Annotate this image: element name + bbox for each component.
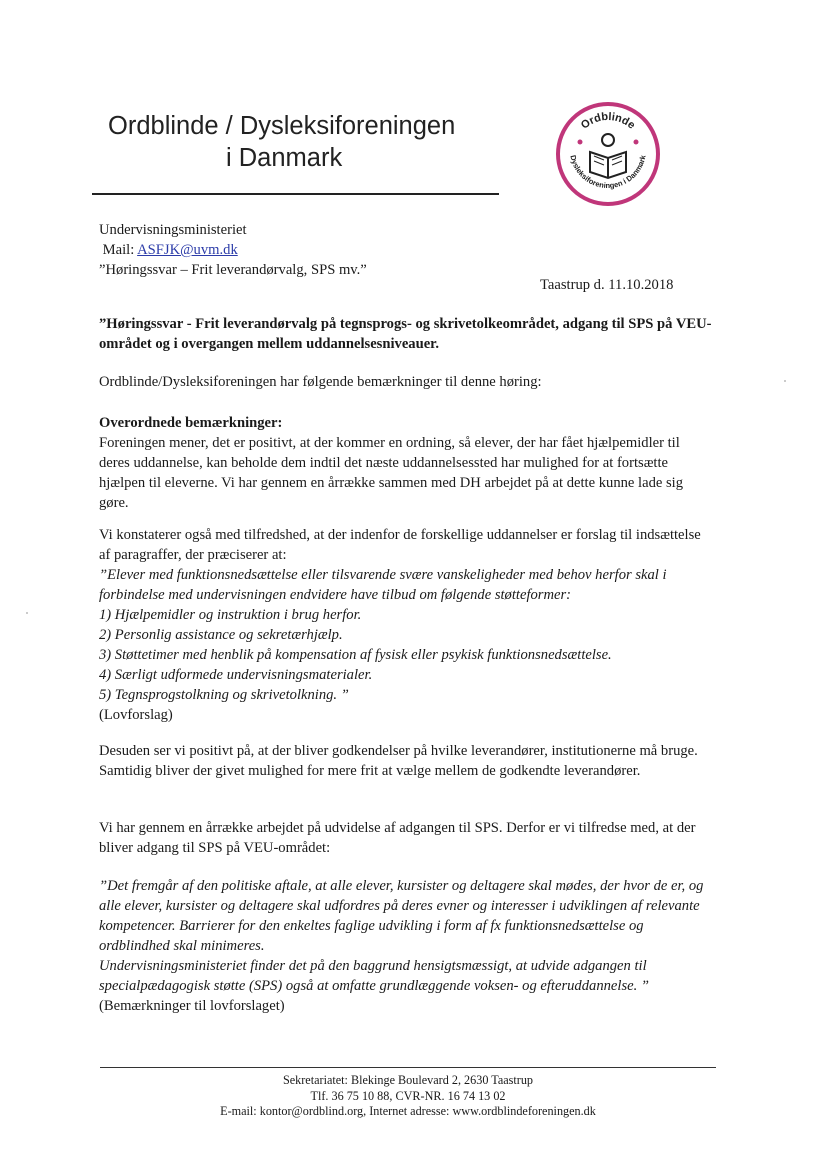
quote-paragraph: ”Det fremgår af den politiske aftale, at alle elever, kursister og deltagere skal mødes, der hvor de er, og alle elever, kursister og deltagere skal udfordres på deres evner og interesser i udviklingen af relevante kompetencer. Barrierer for den enkeltes faglige udvikling i form af fx funktionsnedsættelse og ordblindhed skal minimeres. [99, 878, 704, 954]
list-item: 1) Hjælpemidler og instruktion i brug herfor. [99, 607, 362, 623]
recipient-mail-line [99, 240, 367, 260]
section-heading: Overordnede bemærkninger: [99, 415, 283, 431]
recipient-block [99, 220, 367, 280]
footer-divider [100, 1067, 716, 1068]
header-divider [92, 193, 499, 195]
quote-paragraph: Undervisningsministeriet finder det på den baggrund hensigtsmæssigt, at udvide adgangen til specialpædagogisk støtte (SPS) også at omfatte grundlæggende voksen- og efteruddannelse. ” [99, 958, 650, 994]
logo-seal-icon [554, 100, 662, 208]
org-title-line1: Ordblinde / Dysleksiforeningen [108, 112, 456, 140]
section-body: Foreningen mener, det er positivt, at der kommer en ordning, så elever, der har fået hjælpemidler til deres uddannelse, kan beholde dem indtil det næste uddannelsessted har mulighed for at fortsætte hjælpen til eleverne. Vi har gennem en årrække sammen med DH arbejdet på at dette kunne lade sig gøre. [99, 435, 684, 511]
paragraph-suppliers: Desuden ser vi positivt på, at der bliver godkendelser på hvilke leverandører, institutionerne må bruge. Samtidig bliver der givet mulighed for mere frit at vælge mellem de godkendte leverandører. [99, 743, 698, 779]
intro-paragraph: Ordblinde/Dysleksiforeningen har følgende bemærkninger til denne høring: [99, 374, 542, 390]
scan-speck [26, 612, 28, 614]
footer [100, 1073, 716, 1120]
quote-source: (Lovforslag) [99, 707, 173, 723]
scan-speck [784, 380, 786, 382]
regarding-line: ”Høringssvar – Frit leverandørvalg, SPS mv.” [99, 262, 367, 278]
paragraph-body: Vi konstaterer også med tilfredshed, at der indenfor de forskellige uddannelser er forslag til indsættelse af paragraffer, der præciserer at: [99, 527, 701, 563]
list-item: 2) Personlig assistance og sekretærhjælp. [99, 627, 343, 643]
paragraph-support-forms [99, 525, 714, 725]
org-title-line2: i Danmark [226, 144, 343, 172]
letter-subject: ”Høringssvar - Frit leverandørvalg på tegnsprogs- og skrivetolkeområdet, adgang til SPS på VEU-området og i overgangen mellem uddannelsesniveauer. [99, 316, 712, 352]
organization-logo [554, 100, 662, 208]
list-item: 4) Særligt udformede undervisningsmaterialer. [99, 667, 373, 683]
paragraph-sps-access: Vi har gennem en årrække arbejdet på udvidelse af adgangen til SPS. Derfor er vi tilfredse med, at der bliver adgang til SPS på VEU-området: [99, 820, 696, 856]
footer-address: Sekretariatet: Blekinge Boulevard 2, 2630 Taastrup [282, 1073, 534, 1087]
organization-title [108, 110, 468, 174]
quote-political-agreement [99, 876, 714, 1016]
mail-link[interactable]: ASFJK@uvm.dk [137, 242, 238, 258]
list-item: 3) Støttetimer med henblik på kompensation af fysisk eller psykisk funktionsnedsættelse. [99, 647, 612, 663]
section-overall-remarks [99, 413, 714, 513]
recipient-name: Undervisningsministeriet [99, 222, 247, 238]
list-item: 5) Tegnsprogstolkning og skrivetolkning. ” [99, 687, 349, 703]
quote-source: (Bemærkninger til lovforslaget) [99, 998, 285, 1014]
svg-text:Ordblinde: Ordblinde [578, 110, 638, 132]
footer-contact: E-mail: kontor@ordblind.org, Internet adresse: www.ordblindeforeningen.dk [220, 1104, 596, 1118]
mail-label: Mail: [102, 242, 135, 258]
footer-phone-cvr: Tlf. 36 75 10 88, CVR-NR. 16 74 13 02 [310, 1088, 506, 1103]
svg-text:Dysleksiforeningen i Danmark: Dysleksiforeningen i Danmark [568, 154, 648, 191]
quote-intro: ”Elever med funktionsnedsættelse eller tilsvarende svære vanskeligheder med behov herfor skal i forbindelse med undervisningen endvidere have tilbud om følgende støtteformer: [99, 567, 667, 603]
letter-date: Taastrup d. 11.10.2018 [540, 277, 674, 293]
